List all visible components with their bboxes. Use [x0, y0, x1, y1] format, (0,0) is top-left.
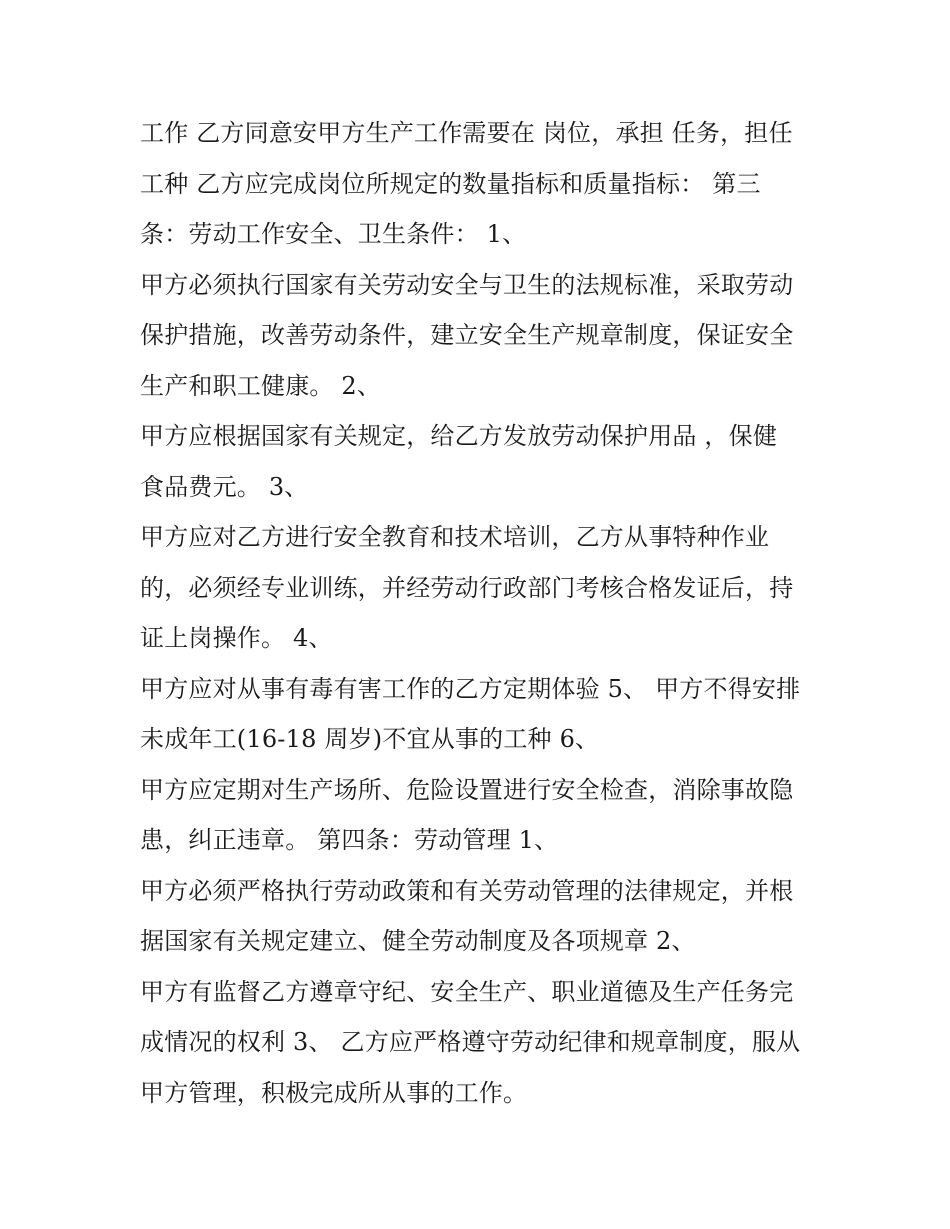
- text-line: 生产和职工健康。 2、: [140, 371, 382, 400]
- text-line: 成情况的权利 3、 乙方应严格遵守劳动纪律和规章制度，服从: [140, 1028, 801, 1056]
- text-line: 工作 乙方同意安甲方生产工作需要在 岗位，承担 任务，担任: [140, 119, 793, 147]
- text-line: 未成年工(16-18 周岁)不宜从事的工种 6、: [140, 725, 600, 753]
- text-line: 甲方应定期对生产场所、危险设置进行安全检查，消除事故隐: [140, 775, 794, 804]
- text-line: 患，纠正违章。 第四条：劳动管理 1、: [140, 826, 559, 854]
- text-line: 甲方应对乙方进行安全教育和技术培训，乙方从事特种作业: [140, 523, 770, 551]
- text-line: 保护措施，改善劳动条件，建立安全生产规章制度，保证安全: [140, 321, 794, 349]
- text-line: 的，必须经专业训练，并经劳动行政部门考核合格发证后，持: [140, 573, 794, 602]
- text-line: 甲方必须严格执行劳动政策和有关劳动管理的法律规定，并根: [140, 876, 794, 905]
- text-line: 甲方应对从事有毒有害工作的乙方定期体验 5、 甲方不得安排: [140, 674, 801, 703]
- text-line: 甲方必须执行国家有关劳动安全与卫生的法规标准，采取劳动: [140, 270, 794, 299]
- text-line: 甲方应根据国家有关规定，给乙方发放劳动保护用品 ，保健: [140, 422, 778, 450]
- text-line: 甲方有监督乙方遵章守纪、安全生产、职业道德及生产任务完: [140, 977, 794, 1006]
- text-line: 条：劳动工作安全、卫生条件： 1、: [140, 220, 527, 248]
- text-line: 工种 乙方应完成岗位所规定的数量指标和质量指标： 第三: [140, 169, 761, 198]
- text-line: 据国家有关规定建立、健全劳动制度及各项规章 2、: [140, 927, 696, 955]
- text-line: 食品费元。 3、: [140, 472, 309, 501]
- document-body: [140, 108, 820, 1118]
- text-line: 证上岗操作。 4、: [140, 624, 333, 652]
- text-line: 甲方管理，积极完成所从事的工作。: [140, 1078, 528, 1107]
